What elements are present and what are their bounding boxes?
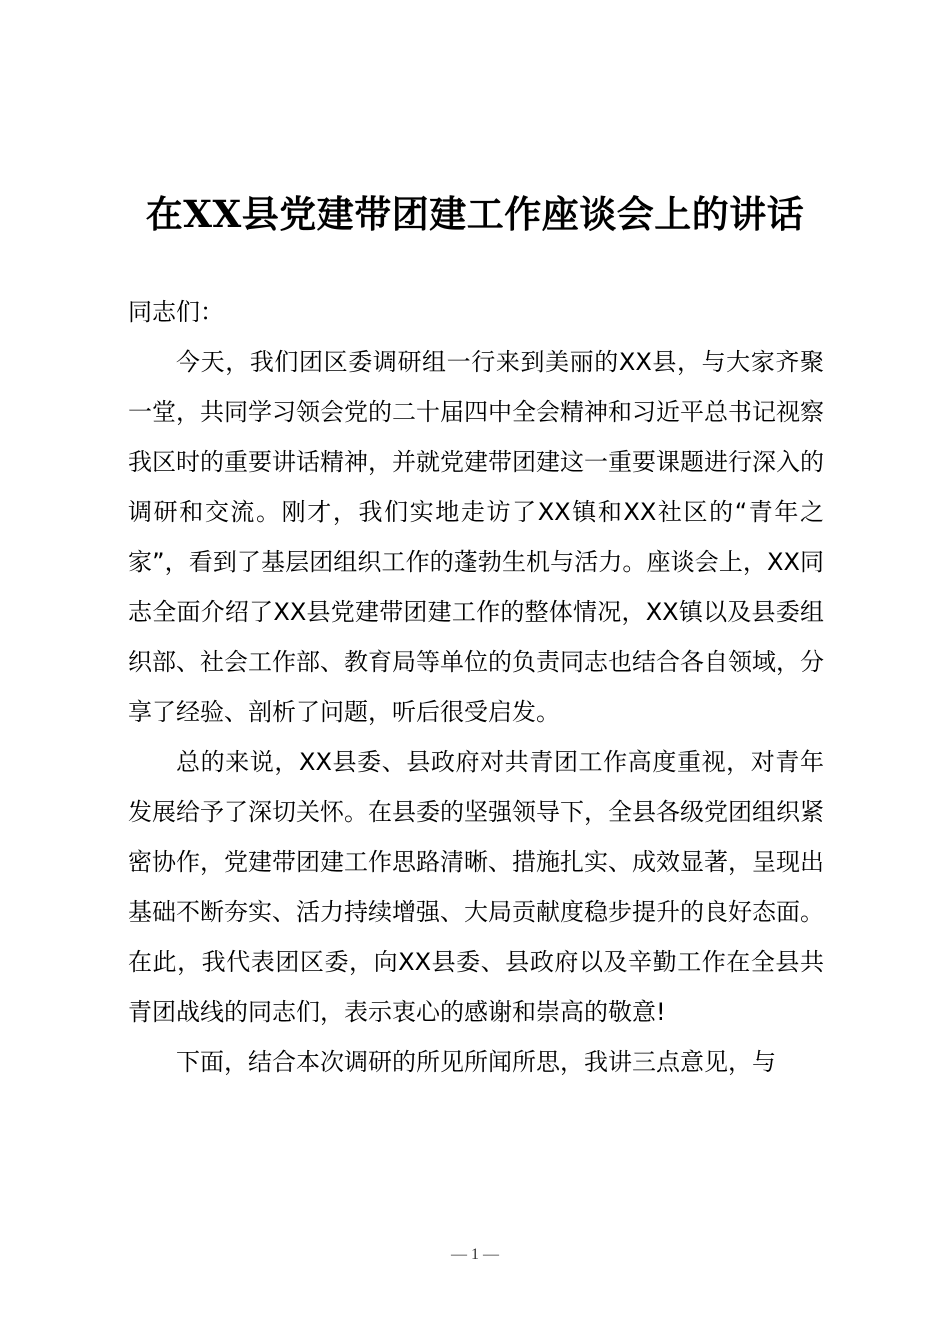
document-title: 在XX县党建带团建工作座谈会上的讲话 [145, 192, 805, 236]
page-number: — 1 — [451, 1246, 499, 1263]
paragraph-2: 总的来说，XX县委、县政府对共青团工作高度重视，对青年发展给予了深切关怀。在县委的坚强领导下，全县各级党团组织紧密协作，党建带团建工作思路清晰、措施扎实、成效显著，呈现出基础不断夯实、活力持续增强、大局贡献度稳步提升的良好态面。在此，我代表团区委，向XX县委、县政府以及辛勤工作在全县共青团战线的同志们，表示衷心的感谢和崇高的敬意! [128, 748, 824, 1026]
salutation: 同志们： [128, 298, 224, 326]
paragraph-3: 下面，结合本次调研的所见所闻所思，我讲三点意见，与 [176, 1048, 776, 1076]
paragraph-1: 今天，我们团区委调研组一行来到美丽的XX县，与大家齐聚一堂，共同学习领会党的二十届四中全会精神和习近平总书记视察我区时的重要讲话精神，并就党建带团建这一重要课题进行深入的调研和交流。刚才，我们实地走访了XX镇和XX社区的“青年之家”，看到了基层团组织工作的蓬勃生机与活力。座谈会上，XX同志全面介绍了XX县党建带团建工作的整体情况，XX镇以及县委组织部、社会工作部、教育局等单位的负责同志也结合各自领域，分享了经验、剖析了问题，听后很受启发。 [128, 348, 824, 726]
document-body [128, 287, 824, 1087]
